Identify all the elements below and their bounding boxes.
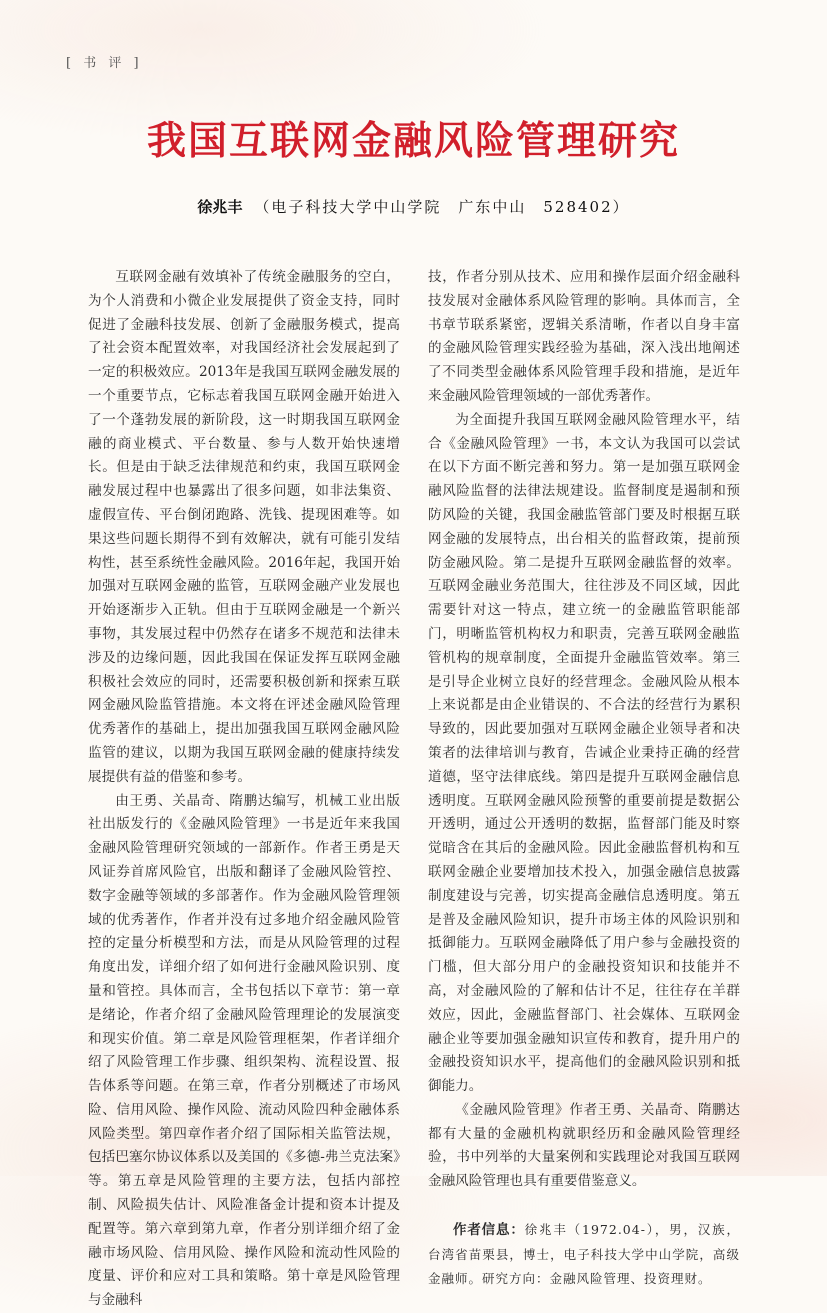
right-column	[428, 266, 740, 1290]
paragraph-recommendations: 为全面提升我国互联网金融风险管理水平，结合《金融风险管理》一书，本文认为我国可以尝试在以下方面不断完善和努力。第一是加强互联网金融风险监督的法律法规建设。监督制度是遏制和预防风险的关键，我国金融监管部门要及时根据互联网金融的发展特点，出台相关的监督政策，提前预防金融风险。第二是提升互联网金融监督的效率。互联网金融业务范围大，往往涉及不同区域，因此需要针对这一特点，建立统一的金融监管职能部门，明晰监管机构权力和职责，完善互联网金融监管机构的规章制度，全面提升金融监管效率。第三是引导企业树立良好的经营理念。金融风险从根本上来说都是由企业错误的、不合法的经营行为累积导致的，因此要加强对互联网金融企业领导者和决策者的法律培训与教育，告诫企业秉持正确的经营道德，坚守法律底线。第四是提升互联网金融信息透明度。互联网金融风险预警的重要前提是数据公开透明，通过公开透明的数据，监督部门能及时察觉暗含在其后的金融风险。因此金融监督机构和互联网金融企业要增加技术投入，加强金融信息披露制度建设与完善，切实提高金融信息透明度。第五是普及金融风险知识，提升市场主体的风险识别和抵御能力。互联网金融降低了用户参与金融投资的门槛，但大部分用户的金融投资知识和技能并不高，对金融风险的了解和估计不足，往往存在羊群效应，因此，金融监督部门、社会媒体、互联网金融企业等要加强金融知识宣传和教育，提升用户的金融投资知识水平，提高他们的金融风险识别和抵御能力。	[428, 411, 740, 1095]
paragraph-book-summary: 由王勇、关晶奇、隋鹏达编写，机械工业出版社出版发行的《金融风险管理》一书是近年来我国金融风险管理研究领域的一部新作。作者王勇是天风证券首席风险官，出版和翻译了金融风险管控、数字金融等领域的多部著作。作为金融风险管理领域的优秀著作，作者并没有过多地介绍金融风险管控的定量分析模型和方法，而是从风险管理的过程角度出发，详细介绍了如何进行金融风险识别、度量和管控。具体而言，全书包括以下章节：第一章是绪论，作者介绍了金融风险管理理论的发展演变和现实价值。第二章是风险管理框架，作者详细介绍了风险管理工作步骤、组织架构、流程设置、报告体系等问题。在第三章，作者分别概述了市场风险、信用风险、操作风险、流动风险四种金融体系风险类型。第四章作者介绍了国际相关监管法规，包括巴塞尔协议体系以及美国的《多德-弗兰克法案》等。第五章是风险管理的主要方法，包括内部控制、风险损失估计、风险准备金计提和资本计提及配置等。第六章到第九章，作者分别详细介绍了金融市场风险、信用风险、操作风险和流动性风险的度量、评价和应对工具和策略。第十章是风险管理与金融科	[88, 792, 400, 1309]
left-column	[88, 266, 400, 1313]
author-affiliation: （电子科技大学中山学院 广东中山 528402）	[254, 198, 630, 216]
author-info-label: 作者信息：	[453, 1222, 525, 1239]
byline	[0, 196, 827, 217]
paragraph-intro: 互联网金融有效填补了传统金融服务的空白，为个人消费和小微企业发展提供了资金支持，同时促进了金融科技发展、创新了金融服务模式，提高了社会资本配置效率，对我国经济社会发展起到了一定的积极效应。2013年是我国互联网金融发展的一个重要节点，它标志着我国互联网金融开始进入了一个蓬勃发展的新阶段，这一时期我国互联网金融的商业模式、平台数量、参与人数开始快速增长。但是由于缺乏法律规范和约束，我国互联网金融发展过程中也暴露出了很多问题，如非法集资、虚假宣传、平台倒闭跑路、洗钱、提现困难等。如果这些问题长期得不到有效解决，就有可能引发结构性，甚至系统性金融风险。2016年起，我国开始加强对互联网金融的监管，互联网金融产业发展也开始逐渐步入正轨。但由于互联网金融是一个新兴事物，其发展过程中仍然存在诸多不规范和法律未涉及的边缘问题，因此我国在保证发挥互联网金融积极社会效应的同时，还需要积极创新和探索互联网金融风险监管措施。本文将在评述金融风险管理优秀著作的基础上，提出加强我国互联网金融风险监管的建议，以期为我国互联网金融的健康持续发展提供有益的借鉴和参考。	[88, 269, 400, 785]
author-info	[428, 1218, 740, 1290]
author-name: 徐兆丰	[197, 198, 243, 216]
paragraph-book-summary-cont: 技，作者分别从技术、应用和操作层面介绍金融科技发展对金融体系风险管理的影响。具体而言，全书章节联系紧密，逻辑关系清晰，作者以自身丰富的金融风险管理实践经验为基础，深入浅出地阐述了不同类型金融体系风险管理手段和措施，是近年来金融风险管理领域的一部优秀著作。	[428, 269, 740, 404]
paragraph-conclusion: 《金融风险管理》作者王勇、关晶奇、隋鹏达都有大量的金融机构就职经历和金融风险管理经验，书中列举的大量案例和实践理论对我国互联网金融风险管理也具有重要借鉴意义。	[428, 1101, 740, 1190]
author-info-text: 徐兆丰（1972.04-），男，汉族，台湾省苗栗县，博士，电子科技大学中山学院，高级金融师。研究方向：金融风险管理、投资理财。	[428, 1222, 740, 1286]
article-title: 我国互联网金融风险管理研究	[146, 119, 680, 164]
section-tag: [ 书 评 ]	[66, 56, 143, 71]
